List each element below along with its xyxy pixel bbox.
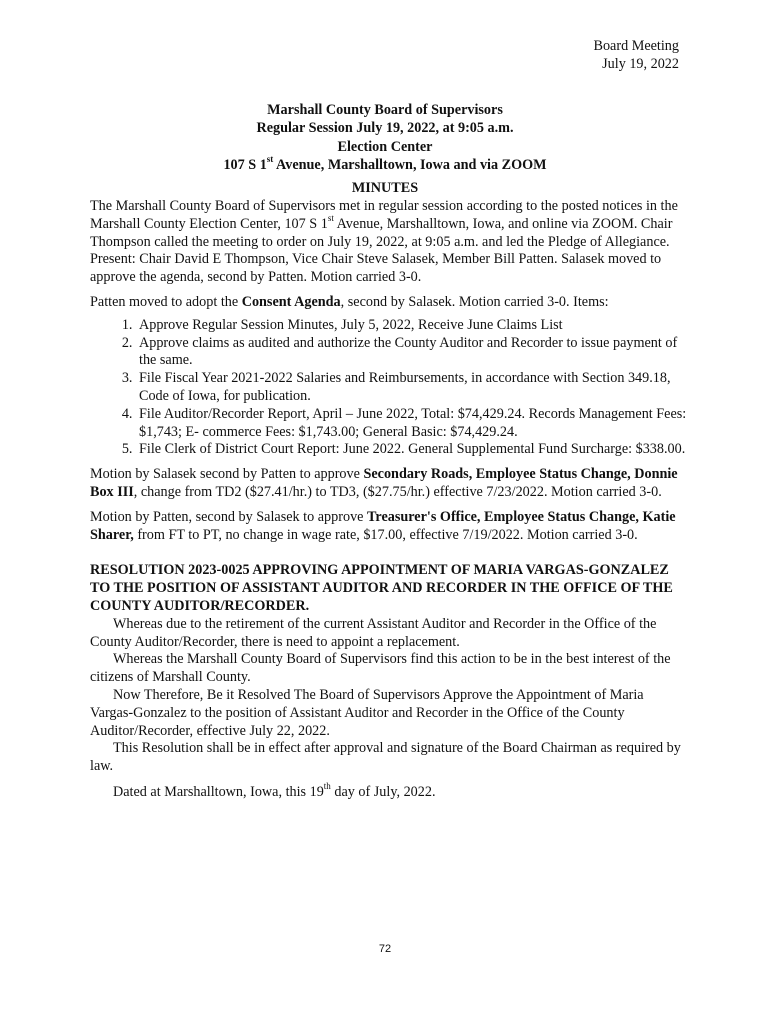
list-item: 3. File Fiscal Year 2021-2022 Salaries and Reimbursements, in accordance with Section 349.18, Code of Iowa, for publication. [136, 370, 687, 406]
document-body [90, 198, 687, 802]
intro-paragraph [90, 198, 687, 287]
dated-line [90, 781, 687, 802]
motion1-post: , change from TD2 ($27.41/hr.) to TD3, ($27.75/hr.) effective 7/23/2022. Motion carried 3-0. [133, 483, 662, 500]
consent-bold: Consent Agenda [241, 293, 341, 310]
dated-pre: Dated at Marshalltown, Iowa, this 19 [113, 783, 324, 800]
meeting-header [594, 38, 680, 73]
title-board-name: Marshall County Board of Supervisors [267, 102, 503, 118]
motion1-pre: Motion by Salasek second by Patten to approve [90, 466, 364, 483]
motion-treasurer [90, 509, 687, 545]
resolution-now-therefore: Now Therefore, Be it Resolved The Board of Supervisors Approve the Appointment of Maria Vargas-Gonzalez to the position of Assistant Auditor and Recorder in the Office of the County Auditor/Recorder, effective July 22, 2022. [90, 686, 644, 739]
list-item: 4. File Auditor/Recorder Report, April – June 2022, Total: $74,429.24. Records Management Fees: $1,743; E- commerce Fees: $1,743.00; General Basic: $74,429.24. [136, 406, 687, 442]
title-address-pre: 107 S 1 [223, 157, 267, 174]
consent-paragraph [90, 294, 687, 312]
header-meeting-label: Board Meeting [593, 38, 679, 54]
header-meeting-date: July 19, 2022 [602, 55, 679, 72]
intro-post: Avenue, Marshalltown, Iowa, and online via ZOOM. Chair Thompson called the meeting to order on July 19, 2022, at 9:05 a.m. and led the Pledge of Allegiance. Present: Chair David E Thompson, Vice Chair Steve Salasek, Member Bill Patten. Salasek moved to approve the agenda, second by Patten. Motion carried 3-0. [90, 215, 673, 286]
title-session: Regular Session July 19, 2022, at 9:05 a.m. [256, 120, 514, 137]
minutes-heading: MINUTES [351, 180, 419, 196]
intro-sup: st [327, 213, 334, 224]
consent-pre: Patten moved to adopt the [90, 293, 242, 310]
consent-post: , second by Salasek. Motion carried 3-0. Items: [340, 293, 609, 310]
resolution-whereas-1: Whereas due to the retirement of the current Assistant Auditor and Recorder in the Office of the County Auditor/Recorder, there is need to appoint a replacement. [90, 615, 657, 650]
resolution-whereas-2: Whereas the Marshall County Board of Supervisors find this action to be in the best interest of the citizens of Marshall County. [90, 651, 671, 686]
motion2-bold: Treasurer's Office, Employee Status Change, Katie Sharer, [90, 508, 676, 543]
dated-post: day of July, 2022. [330, 783, 436, 800]
list-item: 1. Approve Regular Session Minutes, July 5, 2022, Receive June Claims List [136, 317, 687, 335]
motion1-bold: Secondary Roads, Employee Status Change, Donnie Box III [90, 466, 678, 500]
resolution-effect: This Resolution shall be in effect after approval and signature of the Board Chairman as required by law. [90, 740, 681, 775]
page-number: 72 [378, 943, 392, 955]
intro-pre: The Marshall County Board of Supervisors met in regular session according to the posted notices in the Marshall County Election Center, 107 S 1 [90, 198, 678, 232]
title-address-sup: st [266, 154, 274, 165]
list-item: 2. Approve claims as audited and authorize the County Auditor and Recorder to issue payment of the same. [136, 335, 687, 371]
document-title [0, 101, 770, 175]
resolution-title: RESOLUTION 2023-0025 APPROVING APPOINTMENT OF MARIA VARGAS-GONZALEZ TO THE POSITION OF ASSISTANT AUDITOR AND RECORDER IN THE OFFICE OF THE COUNTY AUDITOR/RECORDER. [90, 562, 673, 614]
title-address-post: Avenue, Marshalltown, Iowa and via ZOOM [273, 157, 547, 174]
motion2-pre: Motion by Patten, second by Salasek to approve [90, 508, 368, 525]
consent-items-list [90, 317, 687, 459]
motion-secondary-roads [90, 466, 687, 502]
title-location: Election Center [337, 138, 433, 155]
title-address [0, 156, 770, 174]
list-item: 5. File Clerk of District Court Report: June 2022. General Supplemental Fund Surcharge: $338.00. [136, 441, 687, 459]
dated-sup: th [323, 781, 331, 792]
motion2-post: from FT to PT, no change in wage rate, $17.00, effective 7/19/2022. Motion carried 3-0. [133, 526, 638, 543]
